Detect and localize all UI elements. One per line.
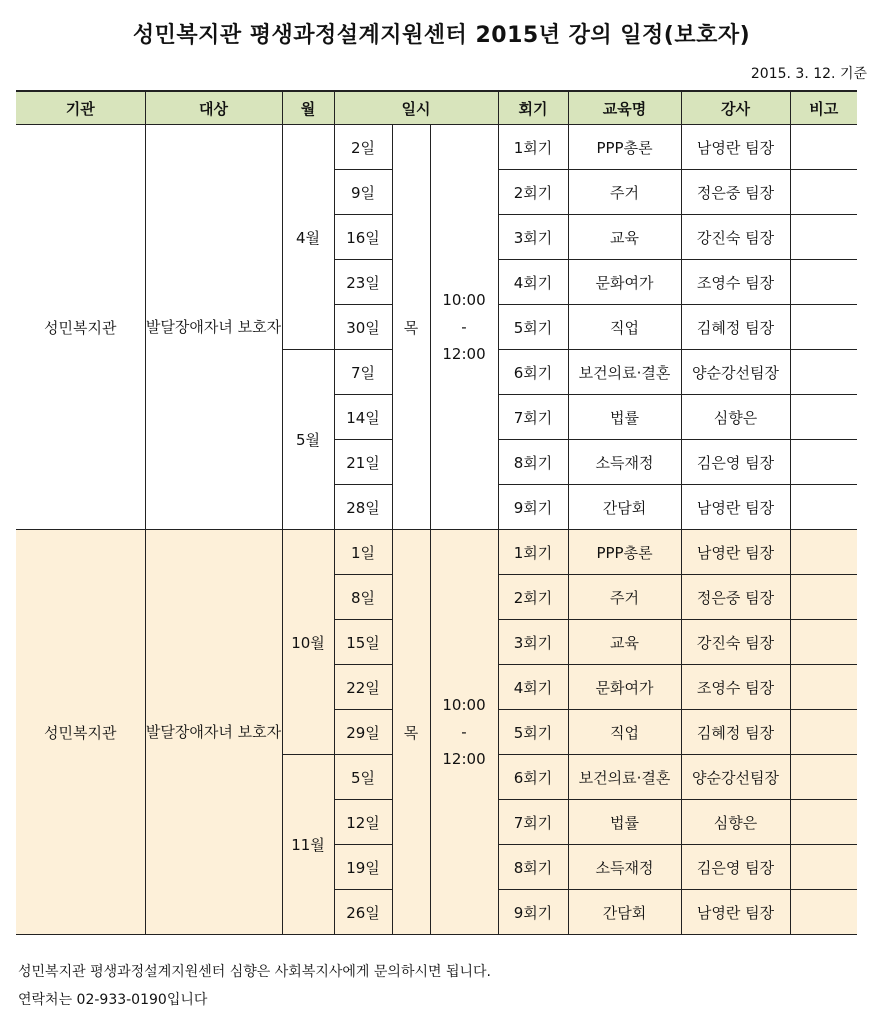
- course-cell: 법률: [568, 800, 681, 845]
- session-cell: 3회기: [498, 620, 568, 665]
- course-cell: 주거: [568, 170, 681, 215]
- session-cell: 8회기: [498, 440, 568, 485]
- weekday-cell: 목: [392, 530, 430, 935]
- course-cell: 법률: [568, 395, 681, 440]
- note-cell: [790, 125, 857, 170]
- month-cell: 4월: [282, 125, 334, 350]
- session-cell: 5회기: [498, 305, 568, 350]
- day-cell: 12일: [334, 800, 392, 845]
- day-cell: 8일: [334, 575, 392, 620]
- time-start: 10:00: [442, 290, 486, 309]
- instructor-cell: 강진숙 팀장: [681, 620, 790, 665]
- session-cell: 7회기: [498, 395, 568, 440]
- day-cell: 21일: [334, 440, 392, 485]
- note-cell: [790, 305, 857, 350]
- instructor-cell: 김혜정 팀장: [681, 710, 790, 755]
- course-cell: 문화여가: [568, 665, 681, 710]
- session-cell: 9회기: [498, 485, 568, 530]
- header-row: [16, 91, 857, 125]
- col-header-instructor: 강사: [681, 91, 790, 125]
- note-cell: [790, 845, 857, 890]
- col-header-month: 월: [282, 91, 334, 125]
- day-cell: 19일: [334, 845, 392, 890]
- note-cell: [790, 440, 857, 485]
- table-row: [16, 530, 857, 575]
- instructor-cell: 강진숙 팀장: [681, 215, 790, 260]
- session-cell: 1회기: [498, 530, 568, 575]
- col-header-note: 비고: [790, 91, 857, 125]
- day-cell: 2일: [334, 125, 392, 170]
- weekday-cell: 목: [392, 125, 430, 530]
- col-header-target: 대상: [145, 91, 282, 125]
- course-cell: 보건의료·결혼: [568, 350, 681, 395]
- day-cell: 16일: [334, 215, 392, 260]
- instructor-cell: 남영란 팀장: [681, 530, 790, 575]
- day-cell: 15일: [334, 620, 392, 665]
- session-cell: 5회기: [498, 710, 568, 755]
- instructor-cell: 김혜정 팀장: [681, 305, 790, 350]
- session-cell: 1회기: [498, 125, 568, 170]
- session-cell: 4회기: [498, 260, 568, 305]
- month-cell: 11월: [282, 755, 334, 935]
- note-cell: [790, 575, 857, 620]
- note-cell: [790, 260, 857, 305]
- day-cell: 26일: [334, 890, 392, 935]
- session-cell: 8회기: [498, 845, 568, 890]
- time-cell: [430, 530, 498, 935]
- course-cell: 교육: [568, 215, 681, 260]
- note-cell: [790, 170, 857, 215]
- instructor-cell: 심향은: [681, 800, 790, 845]
- note-cell: [790, 485, 857, 530]
- day-cell: 1일: [334, 530, 392, 575]
- course-cell: PPP총론: [568, 125, 681, 170]
- day-cell: 9일: [334, 170, 392, 215]
- note-cell: [790, 755, 857, 800]
- instructor-cell: 조영수 팀장: [681, 260, 790, 305]
- table-row: [16, 125, 857, 170]
- day-cell: 5일: [334, 755, 392, 800]
- course-cell: 교육: [568, 620, 681, 665]
- target-cell: 발달장애자녀 보호자: [145, 530, 282, 935]
- schedule-table: [16, 90, 857, 935]
- instructor-cell: 남영란 팀장: [681, 890, 790, 935]
- time-end: 12:00: [442, 344, 486, 363]
- col-header-session: 회기: [498, 91, 568, 125]
- course-cell: 보건의료·결혼: [568, 755, 681, 800]
- course-cell: PPP총론: [568, 530, 681, 575]
- note-cell: [790, 215, 857, 260]
- day-cell: 28일: [334, 485, 392, 530]
- time-cell: [430, 125, 498, 530]
- day-cell: 29일: [334, 710, 392, 755]
- instructor-cell: 조영수 팀장: [681, 665, 790, 710]
- instructor-cell: 김은영 팀장: [681, 845, 790, 890]
- instructor-cell: 남영란 팀장: [681, 485, 790, 530]
- note-cell: [790, 665, 857, 710]
- col-header-datetime: 일시: [334, 91, 498, 125]
- note-cell: [790, 800, 857, 845]
- footer-contact-person: 성민복지관 평생과정설계지원센터 심향은 사회복지사에게 문의하시면 됩니다.: [18, 964, 491, 980]
- course-cell: 주거: [568, 575, 681, 620]
- session-cell: 7회기: [498, 800, 568, 845]
- day-cell: 22일: [334, 665, 392, 710]
- month-cell: 5월: [282, 350, 334, 530]
- course-cell: 소득재정: [568, 845, 681, 890]
- course-cell: 문화여가: [568, 260, 681, 305]
- schedule-group-2: [16, 530, 857, 935]
- instructor-cell: 정은중 팀장: [681, 170, 790, 215]
- footer-notes: [18, 958, 491, 1014]
- instructor-cell: 양순강선팀장: [681, 350, 790, 395]
- note-cell: [790, 350, 857, 395]
- note-cell: [790, 890, 857, 935]
- instructor-cell: 남영란 팀장: [681, 125, 790, 170]
- time-end: 12:00: [442, 749, 486, 768]
- org-cell: 성민복지관: [16, 125, 145, 530]
- target-cell: 발달장애자녀 보호자: [145, 125, 282, 530]
- day-cell: 30일: [334, 305, 392, 350]
- month-cell: 10월: [282, 530, 334, 755]
- session-cell: 6회기: [498, 350, 568, 395]
- course-cell: 직업: [568, 305, 681, 350]
- instructor-cell: 김은영 팀장: [681, 440, 790, 485]
- session-cell: 3회기: [498, 215, 568, 260]
- page-title: 성민복지관 평생과정설계지원센터 2015년 강의 일정(보호자): [132, 23, 751, 48]
- col-header-org: 기관: [16, 91, 145, 125]
- time-sep: -: [461, 317, 467, 336]
- session-cell: 2회기: [498, 170, 568, 215]
- note-cell: [790, 395, 857, 440]
- session-cell: 9회기: [498, 890, 568, 935]
- day-cell: 23일: [334, 260, 392, 305]
- course-cell: 소득재정: [568, 440, 681, 485]
- time-sep: -: [461, 722, 467, 741]
- time-start: 10:00: [442, 695, 486, 714]
- schedule-group-1: [16, 125, 857, 530]
- session-cell: 6회기: [498, 755, 568, 800]
- course-cell: 간담회: [568, 485, 681, 530]
- col-header-course: 교육명: [568, 91, 681, 125]
- course-cell: 직업: [568, 710, 681, 755]
- note-cell: [790, 620, 857, 665]
- course-cell: 간담회: [568, 890, 681, 935]
- instructor-cell: 심향은: [681, 395, 790, 440]
- instructor-cell: 정은중 팀장: [681, 575, 790, 620]
- footer-phone: 연락처는 02-933-0190입니다: [18, 992, 208, 1008]
- note-cell: [790, 530, 857, 575]
- instructor-cell: 양순강선팀장: [681, 755, 790, 800]
- org-cell: 성민복지관: [16, 530, 145, 935]
- date-note: 2015. 3. 12. 기준: [750, 66, 867, 82]
- day-cell: 7일: [334, 350, 392, 395]
- session-cell: 2회기: [498, 575, 568, 620]
- day-cell: 14일: [334, 395, 392, 440]
- session-cell: 4회기: [498, 665, 568, 710]
- note-cell: [790, 710, 857, 755]
